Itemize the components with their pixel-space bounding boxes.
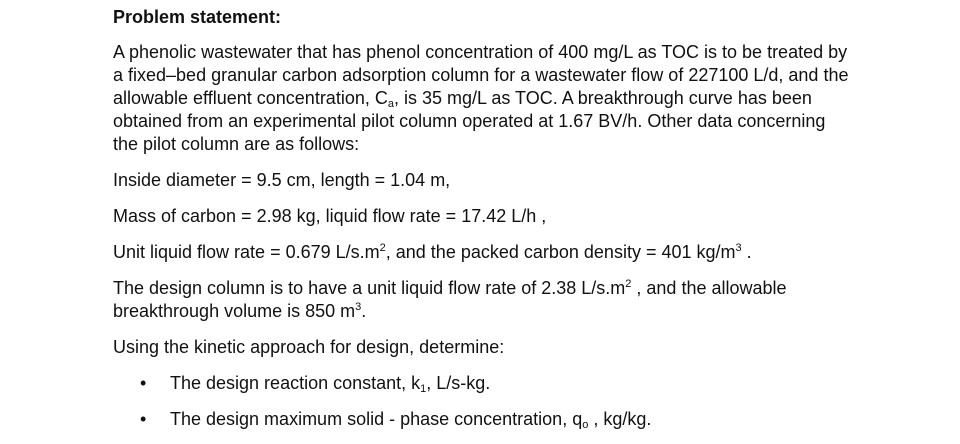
list-item: [113, 408, 853, 431]
task-text-a: The design reaction constant, k: [170, 373, 421, 393]
design-text-c: .: [361, 301, 367, 321]
unit-flow-line: [113, 241, 853, 264]
list-item: [113, 372, 853, 395]
task-subscript: 1: [420, 383, 427, 395]
task-text-b: , L/s-kg.: [426, 373, 491, 393]
bullet-icon: •: [140, 373, 147, 393]
task-subscript: o: [582, 419, 589, 431]
design-text-b: , and the allowable breakthrough volume is 850 m: [113, 278, 787, 321]
carbon-mass-line: Mass of carbon = 2.98 kg, liquid flow rate = 17.42 L/h ,: [113, 206, 547, 226]
task-text-b: , kg/kg.: [588, 409, 652, 429]
task-text-a: The design maximum solid - phase concentration, q: [170, 409, 583, 429]
design-text-a: The design column is to have a unit liquid flow rate of 2.38 L/s.m: [113, 278, 626, 298]
intro-text-b: , is 35 mg/L as TOC. A breakthrough curve has been obtained from an experimental pilot column operated at 1.67 BV/h. Other data concerning the pilot column are as follows:: [113, 88, 826, 154]
intro-text-a: A phenolic wastewater that has phenol concentration of 400 mg/L as TOC is to be treated by a fixed–bed granular carbon adsorption column for a wastewater flow of 227100 L/d, and the allowable effluent concentration, C: [113, 42, 849, 108]
document-body: [113, 6, 853, 444]
intro-paragraph: [113, 41, 853, 156]
unit-flow-text-a: Unit liquid flow rate = 0.679 L/s.m: [113, 242, 380, 262]
unit-flow-sup-a: 2: [379, 242, 386, 254]
unit-flow-text-b: , and the packed carbon density = 401 kg/m: [385, 242, 736, 262]
design-sup-b: 3: [355, 301, 362, 313]
task-list: [113, 372, 853, 431]
design-column-paragraph: [113, 277, 853, 323]
problem-heading: Problem statement:: [113, 7, 282, 27]
approach-line: Using the kinetic approach for design, determine:: [113, 337, 505, 357]
design-sup-a: 2: [625, 278, 632, 290]
effluent-subscript: a: [387, 98, 394, 110]
unit-flow-sup-b: 3: [735, 242, 742, 254]
diameter-line: Inside diameter = 9.5 cm, length = 1.04 m,: [113, 170, 451, 190]
bullet-icon: •: [140, 409, 147, 429]
unit-flow-text-c: .: [741, 242, 752, 262]
